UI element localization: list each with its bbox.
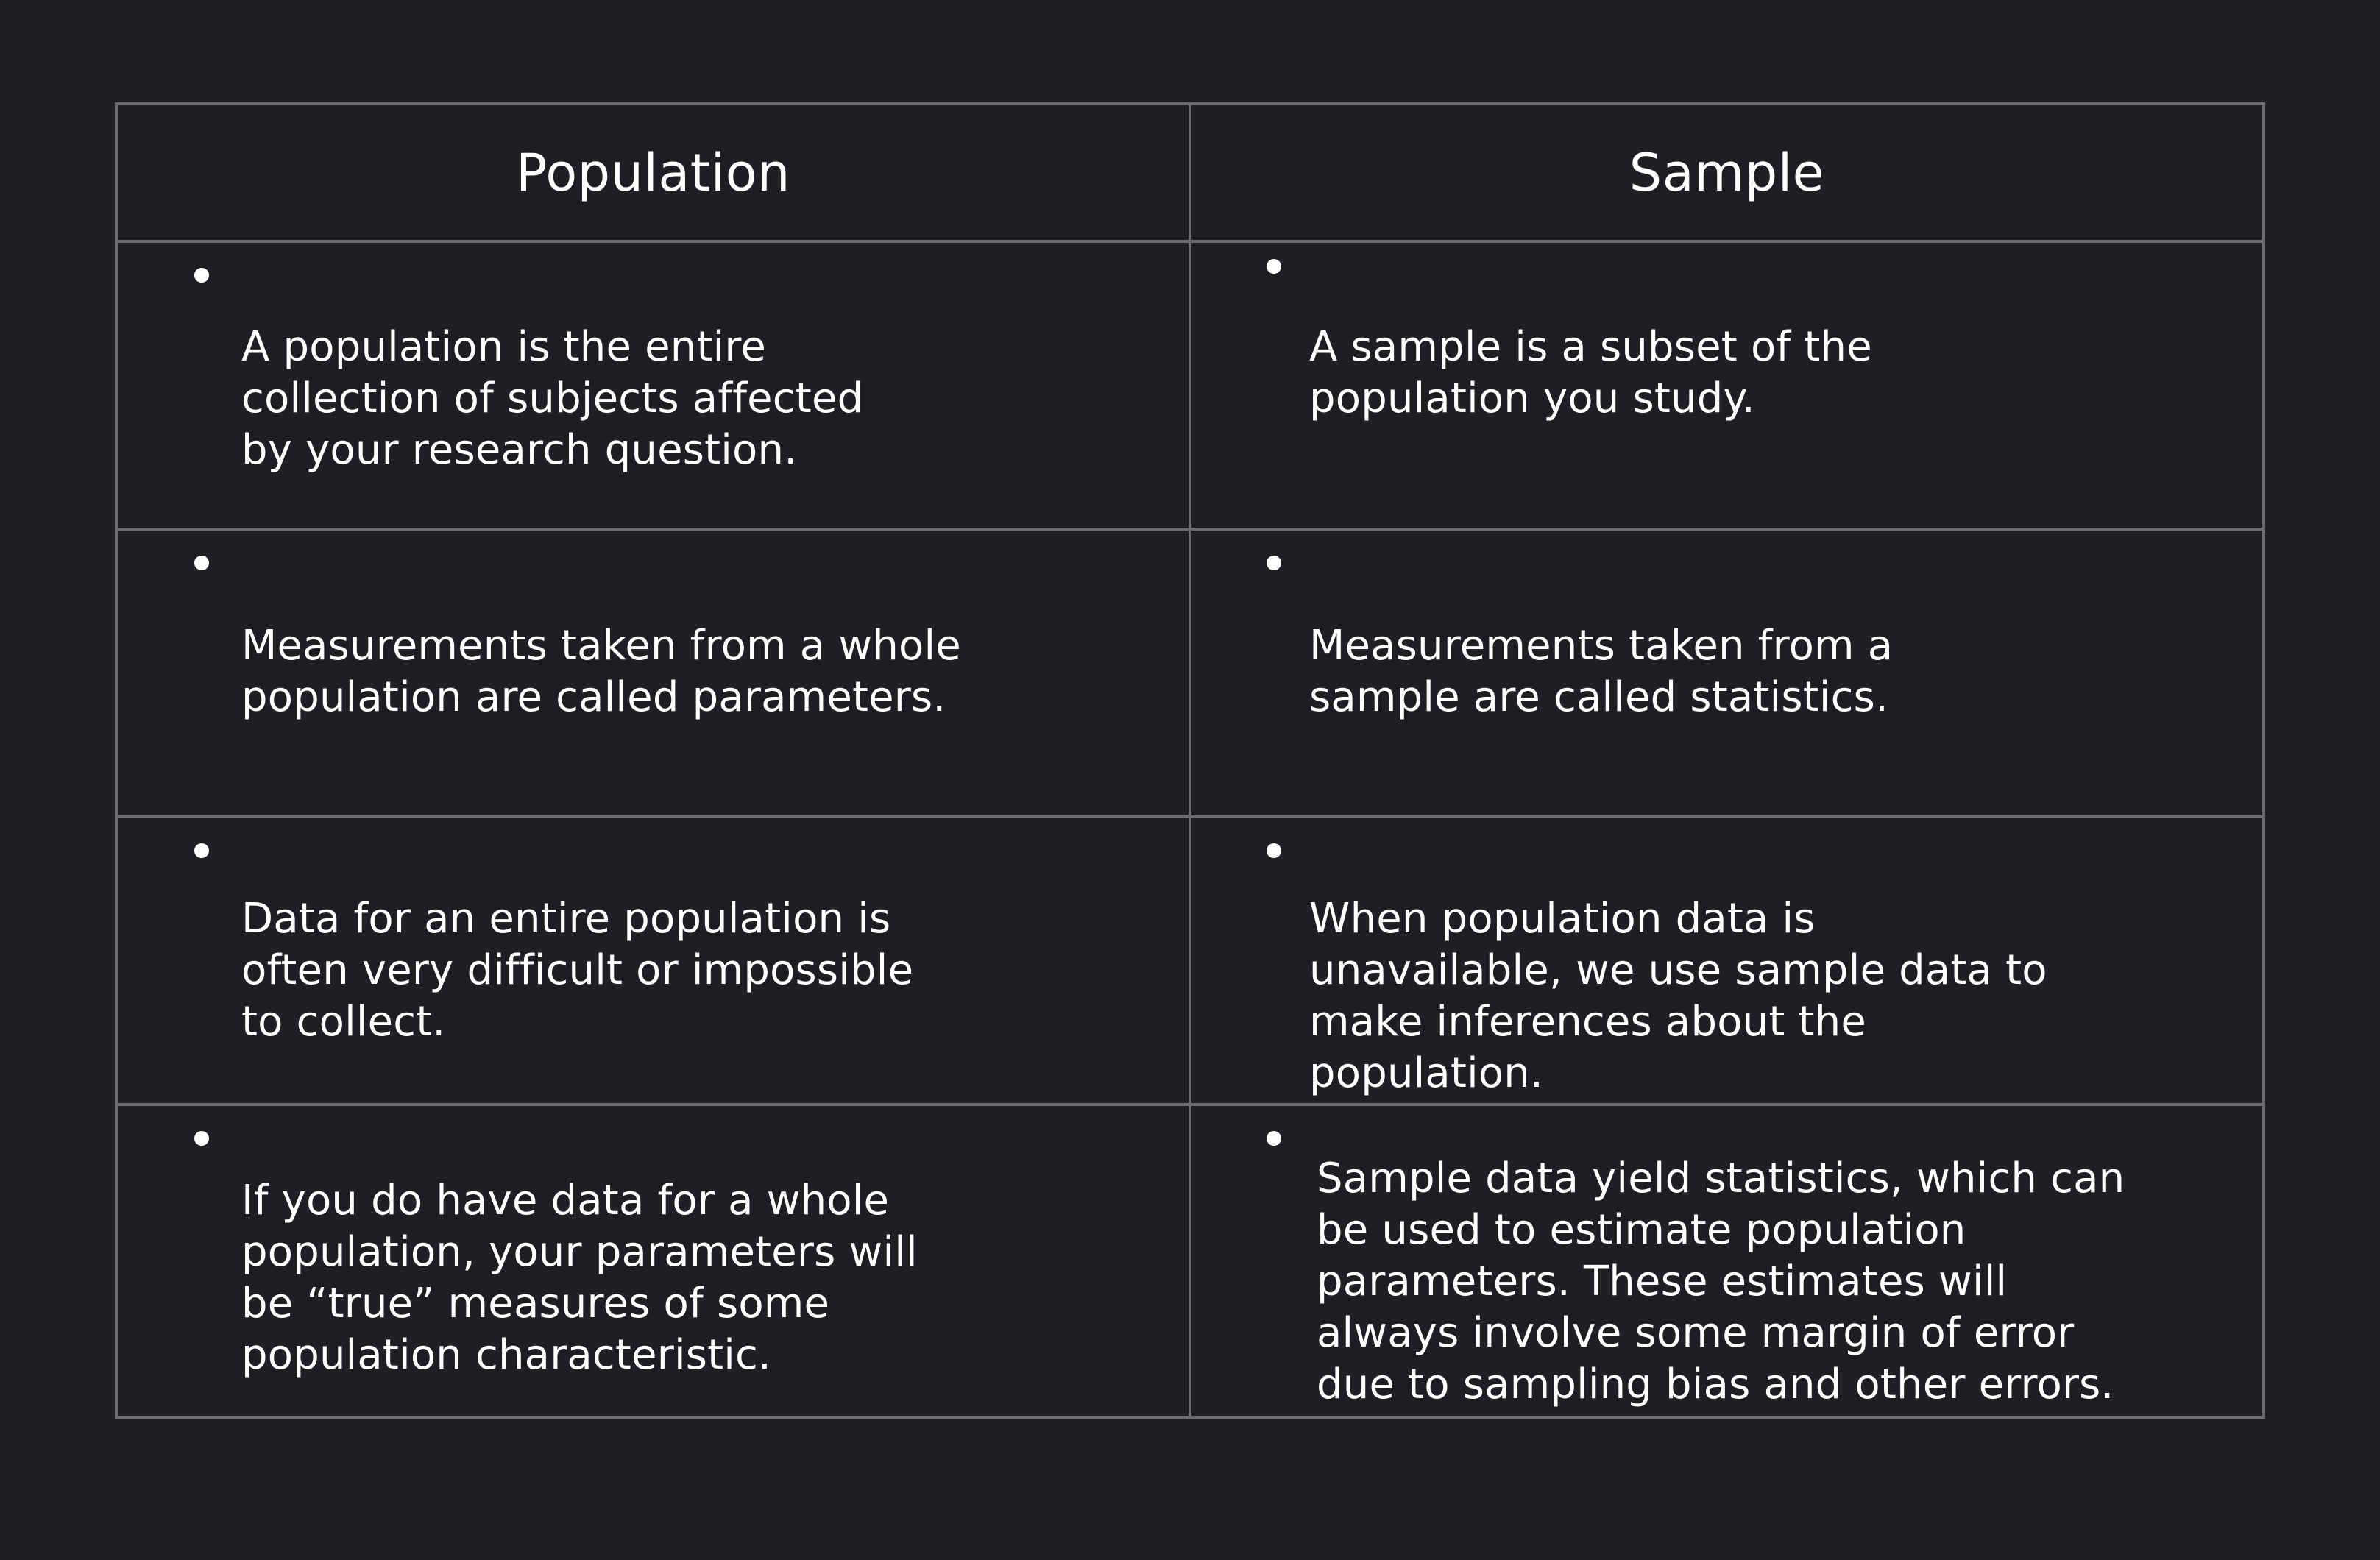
bullet-icon xyxy=(1267,1131,1281,1146)
header-row xyxy=(116,104,2264,241)
bullet-icon xyxy=(1267,556,1281,570)
sample-cell xyxy=(1190,817,2264,1105)
population-text: A population is the entire collection of subjects affected by your research question. xyxy=(241,323,864,474)
list-item xyxy=(118,1106,1189,1381)
sample-cell xyxy=(1190,241,2264,529)
header-sample: Sample xyxy=(1190,104,2264,241)
bullet-icon xyxy=(194,556,209,570)
population-text: Measurements taken from a whole population are called parameters. xyxy=(241,621,961,721)
bullet-icon xyxy=(1267,843,1281,858)
sample-text: Measurements taken from a sample are called statistics. xyxy=(1309,621,1894,721)
sample-text: Sample data yield statistics, which can be used to estimate population parameters. These estimates will always involve some margin of error due to sampling bias and other errors. xyxy=(1317,1154,2125,1408)
population-cell xyxy=(116,241,1190,529)
sample-text: A sample is a subset of the population you study. xyxy=(1309,323,1872,422)
population-cell xyxy=(116,529,1190,817)
population-vs-sample-table xyxy=(115,102,2265,1419)
list-item xyxy=(1191,243,2262,425)
list-item xyxy=(118,243,1189,476)
list-item xyxy=(1191,531,2262,723)
header-population: Population xyxy=(116,104,1190,241)
list-item xyxy=(1191,818,2262,1099)
list-item xyxy=(1191,1106,2262,1411)
bullet-icon xyxy=(1267,259,1281,274)
table-row xyxy=(116,529,2264,817)
population-cell xyxy=(116,1105,1190,1417)
table-row xyxy=(116,241,2264,529)
sample-text: When population data is unavailable, we use sample data to make inferences about the population. xyxy=(1309,894,2047,1097)
list-item xyxy=(118,531,1189,723)
population-text: Data for an entire population is often very difficult or impossible to collect. xyxy=(241,894,914,1046)
population-cell xyxy=(116,817,1190,1105)
sample-cell xyxy=(1190,1105,2264,1417)
bullet-icon xyxy=(194,268,209,283)
table-row xyxy=(116,1105,2264,1417)
bullet-icon xyxy=(194,843,209,858)
bullet-icon xyxy=(194,1131,209,1146)
list-item xyxy=(118,818,1189,1048)
sample-cell xyxy=(1190,529,2264,817)
table-row xyxy=(116,817,2264,1105)
population-text: If you do have data for a whole population, your parameters will be “true” measures of some population characteristic. xyxy=(241,1176,918,1379)
